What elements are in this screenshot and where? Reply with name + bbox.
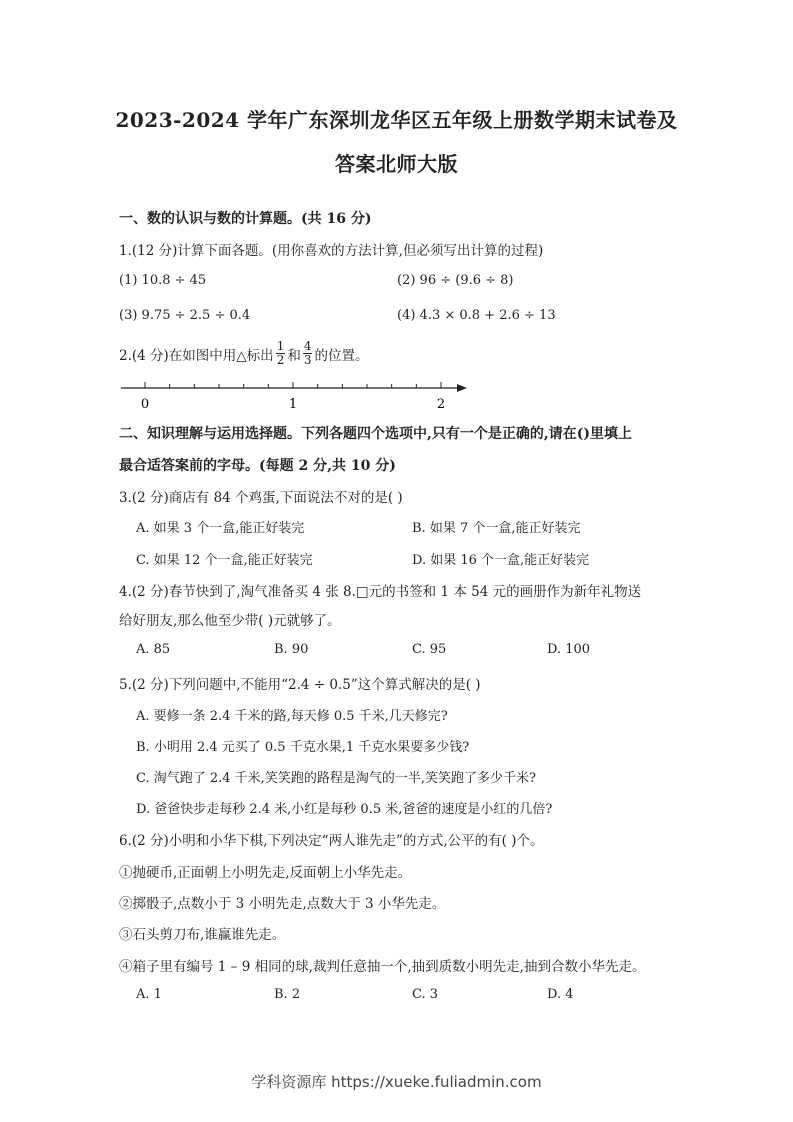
q6-option-a: A. 1 — [136, 987, 162, 1002]
frac2-denominator: 3 — [303, 353, 312, 367]
question-4-line2: 给好朋友,那么他至少带( )元就够了。 — [119, 613, 341, 629]
question-4-line1: 4.(2 分)春节快到了,淘气准备买 4 张 8.□元的书签和 1 本 54 元的画册作为新年礼物送 — [119, 584, 642, 600]
fraction-four-thirds — [303, 340, 313, 367]
q4-option-c: C. 95 — [412, 642, 447, 657]
section2-heading-line1: 二、知识理解与运用选择题。下列各题四个选项中,只有一个是正确的,请在()里填上 — [119, 426, 632, 442]
frac2-numerator: 4 — [303, 339, 312, 353]
q1-item-2: (2) 96 ÷ (9.6 ÷ 8) — [397, 273, 514, 288]
q5-option-c: C. 淘气跑了 2.4 千米,笑笑跑的路程是淘气的一半,笑笑跑了多少千米? — [136, 771, 536, 786]
tick-label-1: 1 — [288, 397, 298, 412]
section2-heading-line2: 最合适答案前的字母。(每题 2 分,共 10 分) — [119, 458, 396, 474]
q6-item-4: ④箱子里有编号 1 – 9 相同的球,裁判任意抽一个,抽到质数小明先走,抽到合数小华先走。 — [119, 959, 646, 975]
question-5: 5.(2 分)下列问题中,不能用“2.4 ÷ 0.5”这个算式解决的是( ) — [119, 677, 481, 693]
tick-label-0: 0 — [140, 397, 150, 412]
q4-option-a: A. 85 — [136, 642, 171, 657]
q1-item-4: (4) 4.3 × 0.8 + 2.6 ÷ 13 — [397, 308, 556, 323]
arrow-right-icon — [457, 384, 467, 392]
q3-option-a: A. 如果 3 个一盒,能正好装完 — [136, 521, 305, 536]
question-3: 3.(2 分)商店有 84 个鸡蛋,下面说法不对的是( ) — [119, 490, 403, 506]
page-title-line2: 答案北师大版 — [335, 152, 458, 176]
q4-option-b: B. 90 — [274, 642, 309, 657]
page-title: 2023-2024 学年广东深圳龙华区五年级上册数学期末试卷及 — [115, 108, 678, 132]
q6-item-2: ②掷骰子,点数小于 3 小明先走,点数大于 3 小华先走。 — [119, 896, 446, 912]
number-line — [119, 378, 471, 412]
question-6: 6.(2 分)小明和小华下棋,下列决定“两人谁先走”的方式,公平的有( )个。 — [119, 833, 544, 849]
q4-option-d: D. 100 — [547, 642, 591, 657]
q6-item-1: ①抛硬币,正面朝上小明先走,反面朝上小华先走。 — [119, 865, 412, 881]
q3-option-b: B. 如果 7 个一盒,能正好装完 — [412, 521, 581, 536]
fraction-one-half — [276, 340, 286, 367]
q3-option-d: D. 如果 16 个一盒,能正好装完 — [412, 553, 590, 568]
tick-label-2: 2 — [436, 397, 446, 412]
q2-suffix: 的位置。 — [314, 347, 369, 364]
q2-prefix: 2.(4 分)在如图中用△标出 — [119, 347, 274, 364]
q1-item-3: (3) 9.75 ÷ 2.5 ÷ 0.4 — [119, 308, 251, 323]
section1-heading: 一、数的认识与数的计算题。(共 16 分) — [119, 211, 372, 227]
frac1-denominator: 2 — [276, 353, 285, 367]
q6-option-b: B. 2 — [274, 987, 301, 1002]
q6-option-c: C. 3 — [412, 987, 439, 1002]
q2-mid: 和 — [287, 347, 301, 364]
q1-item-1: (1) 10.8 ÷ 45 — [119, 273, 207, 288]
q6-option-d: D. 4 — [547, 987, 574, 1002]
question-2 — [119, 340, 368, 367]
frac1-numerator: 1 — [276, 339, 285, 353]
q5-option-d: D. 爸爸快步走每秒 2.4 米,小红是每秒 0.5 米,爸爸的速度是小红的几倍? — [136, 802, 553, 817]
q6-item-3: ③石头剪刀布,谁赢谁先走。 — [119, 927, 286, 943]
footer-watermark: 学科资源库 https://xueke.fuliadmin.com — [251, 1073, 542, 1091]
q5-option-a: A. 要修一条 2.4 千米的路,每天修 0.5 千米,几天修完? — [136, 709, 448, 724]
q5-option-b: B. 小明用 2.4 元买了 0.5 千克水果,1 千克水果要多少钱? — [136, 740, 470, 755]
question-1: 1.(12 分)计算下面各题。(用你喜欢的方法计算,但必须写出计算的过程) — [119, 243, 544, 259]
q3-option-c: C. 如果 12 个一盒,能正好装完 — [136, 553, 313, 568]
